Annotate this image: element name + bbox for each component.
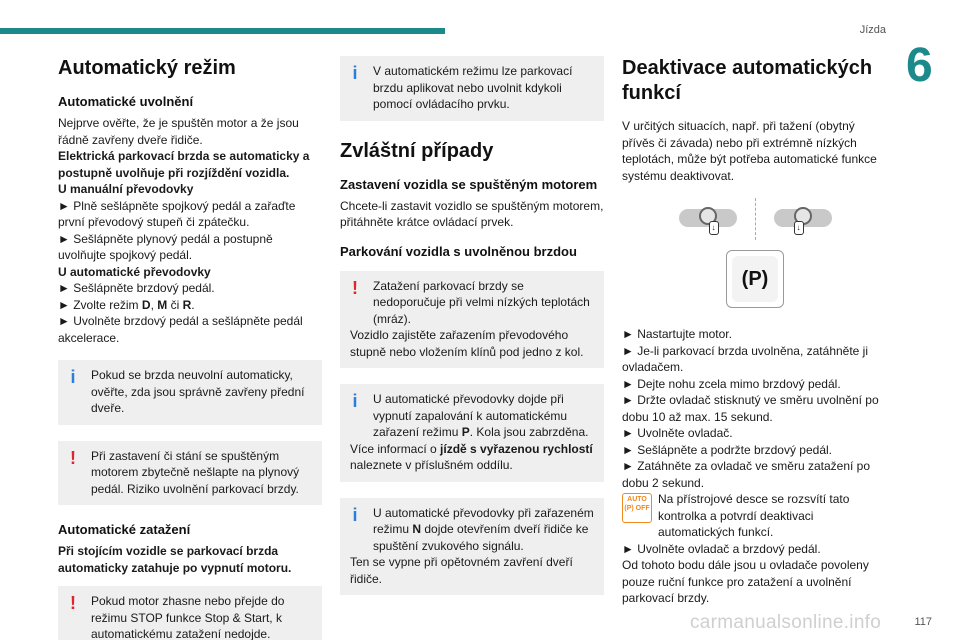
warning-note-2: ! Pokud motor zhasne nebo přejde do režimu STOP funkce Stop & Start, k automatickému zatažení nedojde.	[58, 586, 322, 640]
heading-park-released: Parkování vozidla s uvolněnou brzdou	[340, 243, 577, 259]
heading-automatic-mode: Automatický režim	[58, 57, 236, 79]
column-3	[622, 56, 888, 607]
info-note: i Pokud se brzda neuvolní automaticky, ověřte, zda jsou správně zavřeny přední dveře.	[58, 360, 322, 425]
stop-text: Chcete-li zastavit vozidlo se spuštěným motorem, přitáhněte krátce ovládací prvek.	[340, 198, 604, 229]
heading-auto-release: Automatické uvolnění	[58, 94, 194, 109]
info-icon: i	[352, 504, 358, 525]
release-bold-text: Elektrická parkovací brzda se automaticky a postupně uvolňuje při rozjíždění vozidla.	[58, 149, 310, 180]
watermark: carmanualsonline.info	[690, 612, 882, 633]
steering-wheel-right-icon: ↓	[774, 205, 832, 233]
warning-note: ! Při zastavení či stání se spuštěným motorem zbytečně nešlapte na plynový pedál. Riziko uvolnění parkovací brzdy.	[58, 441, 322, 506]
warning-icon: !	[352, 277, 358, 298]
column-1	[58, 56, 322, 640]
warning-icon: !	[70, 447, 76, 468]
step-1: ► Nastartujte motor.	[622, 327, 732, 341]
column-2	[340, 56, 604, 611]
warning-lamp-row: AUTO (P) OFF Na přístrojové desce se rozsvítí tato kontrolka a potvrdí deaktivaci automatických funkcí.	[622, 491, 888, 541]
apply-bold-text: Při stojícím vozidle se parkovací brzda automaticky zatahuje po vypnutí motoru.	[58, 544, 292, 575]
automatic-gearbox-heading: U automatické převodovky	[58, 264, 211, 279]
heading-special-cases: Zvláštní případy	[340, 139, 494, 162]
parking-brake-button-icon: (P)	[726, 250, 784, 308]
info-icon: i	[352, 63, 358, 83]
illustration-divider	[755, 198, 756, 240]
chapter-number: 6	[906, 39, 933, 92]
steering-wheel-left-icon: ↓	[679, 205, 737, 233]
step-7: ► Zatáhněte za ovladač ve směru zatažení po dobu 2 sekund.	[622, 459, 871, 490]
auto-step-2: ► Zvolte režim D, M či R.	[58, 297, 195, 312]
info-note-top: i V automatickém režimu lze parkovací brzdu aplikovat nebo uvolnit kdykoli pomocí ovládacího prvku.	[340, 56, 604, 121]
auto-step-3: ► Uvolněte brzdový pedál a sešlápněte pedál akcelerace.	[58, 314, 303, 345]
step-8: ► Uvolněte ovladač a brzdový pedál.	[622, 541, 821, 556]
info-note-neutral: i U automatické převodovky při zařazeném režimu N dojde otevřením dveří řidiče ke spuštění zvukového signálu. Ten se vypne při opětovném zavření dveří řidiče.	[340, 498, 604, 596]
info-icon: i	[70, 367, 76, 387]
header-accent-bar	[0, 28, 445, 34]
auto-step-1: ► Sešlápněte brzdový pedál.	[58, 281, 215, 295]
warning-icon: !	[70, 593, 76, 613]
step-6: ► Sešlápněte a podržte brzdový pedál.	[622, 442, 833, 457]
manual-step-1: ► Plně sešlápněte spojkový pedál a zařaďte první převodový stupeň či zpátečku.	[58, 198, 296, 229]
manual-step-2: ► Sešlápněte plynový pedál a postupně uvolňujte spojkový pedál.	[58, 231, 273, 262]
manual-gearbox-heading: U manuální převodovky	[58, 182, 194, 196]
release-text: Nejprve ověřte, že je spuštěn motor a že jsou řádně zavřeny dveře řidiče.	[58, 116, 299, 147]
heading-auto-apply: Automatické zatažení	[58, 522, 191, 537]
step-2: ► Je-li parkovací brzda uvolněna, zatáhněte ji ovladačem.	[622, 343, 869, 374]
page-number: 117	[914, 616, 932, 628]
step-5: ► Uvolněte ovladač.	[622, 426, 733, 440]
step-4: ► Držte ovladač stisknutý ve směru uvolnění po dobu 10 až max. 15 sekund.	[622, 393, 879, 424]
heading-stop-running: Zastavení vozidla se spuštěným motorem	[340, 176, 598, 192]
step-3: ► Dejte nohu zcela mimo brzdový pedál.	[622, 376, 841, 391]
info-note-auto-p: i U automatické převodovky dojde při vypnutí zapalování k automatickému zařazení režimu P. Kola jsou zabrzděna. Více informací o jízdě s vyřazenou rychlostí naleznete v příslušném oddílu.	[340, 384, 604, 482]
heading-deactivate: Deaktivace automatických funkcí	[622, 57, 873, 104]
deactivate-outro: Od tohoto bodu dále jsou u ovladače povoleny pouze ruční funkce pro zatažení a uvolnění parkovací brzdy.	[622, 558, 869, 605]
section-label: Jízda	[859, 24, 886, 36]
info-icon: i	[352, 391, 358, 411]
auto-p-off-lamp-icon: AUTO (P) OFF	[622, 493, 652, 523]
steering-illustration	[622, 198, 888, 240]
deactivate-intro: V určitých situacích, např. při tažení (obytný přívěs či závada) nebo při extrémně nízkých teplotách, může být potřeba automatické funkce systému deaktivovat.	[622, 119, 877, 183]
warning-note-cold: ! Zatažení parkovací brzdy se nedoporučuje při velmi nízkých teplotách (mráz). Vozidlo zajistěte zařazením převodového stupně nebo vložením klínů pod jedno z kol.	[340, 271, 604, 369]
